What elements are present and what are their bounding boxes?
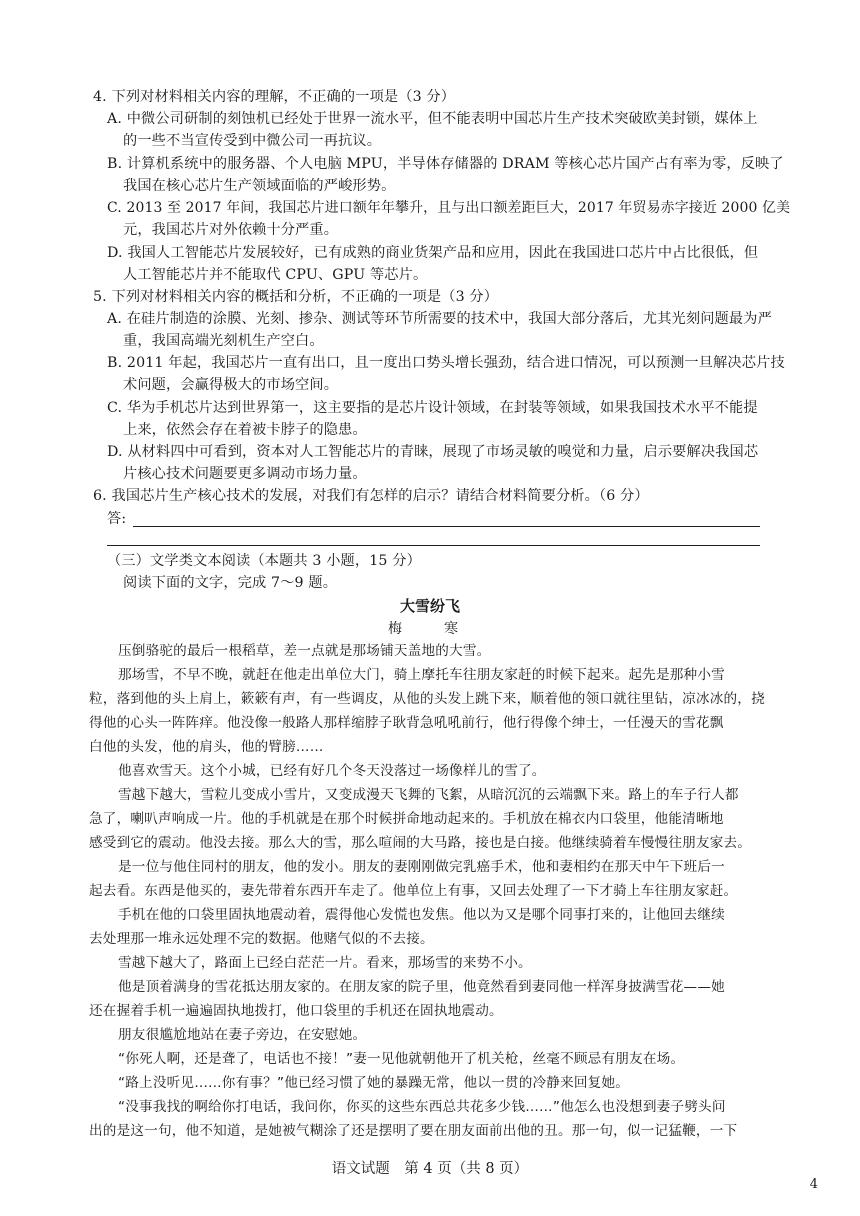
passage-line: 起去看。东西是他买的，妻先带着东西开车走了。他单位上有事，又回去处理了一下才骑上车往朋友家赶。 xyxy=(89,883,738,899)
passage-line: 去处理那一堆永远处理不完的数据。他赌气似的不去接。 xyxy=(89,931,434,947)
question-5-option-b: B. 2011 年起，我国芯片一直有出口，且一度出口势头增长强劲，结合进口情况，可以预测一旦解决芯片技 xyxy=(107,355,785,371)
passage-line: 雪越下越大，雪粒儿变成小雪片，又变成漫天飞舞的飞絮，从暗沉沉的云端飘下来。路上的车子行人都 xyxy=(118,787,739,803)
page-number: 4 xyxy=(809,1177,818,1192)
passage-line: 他是顶着满身的雪花抵达朋友家的。在朋友家的院子里，他竟然看到妻同他一样浑身披满雪花——她 xyxy=(118,979,725,995)
answer-label: 答: xyxy=(107,511,127,527)
question-6-stem: 6. 我国芯片生产核心技术的发展，对我们有怎样的启示？请结合材料简要分析。（6 分） xyxy=(93,488,649,504)
answer-line-2[interactable] xyxy=(107,545,760,546)
question-4-option-a: A. 中微公司研制的刻蚀机已经处于世界一流水平，但不能表明中国芯片生产技术突破欧美封锁，媒体上 xyxy=(107,111,758,127)
passage-line: 朋友很尴尬地站在妻子旁边，在安慰她。 xyxy=(118,1027,367,1043)
question-5-option-b-cont: 术问题，会赢得极大的市场空间。 xyxy=(123,377,339,393)
question-5-option-a: A. 在硅片制造的涂膜、光刻、掺杂、测试等环节所需要的技术中，我国大部分落后，尤其光刻问题最为严 xyxy=(107,311,772,327)
question-5-stem: 5. 下列对材料相关内容的概括和分析，不正确的一项是（3 分） xyxy=(93,289,499,305)
passage-line: 出的是这一句，他不知道，是她被气糊涂了还是摆明了要在朋友面前出他的丑。那一句，似一记猛鞭，一下 xyxy=(89,1123,738,1139)
passage-line: 那场雪，不早不晚，就赶在他走出单位大门，骑上摩托车往朋友家赶的时候下起来。起先是那种小雪 xyxy=(118,667,725,683)
passage-line: 是一位与他住同村的朋友，他的发小。朋友的妻刚刚做完乳癌手术，他和妻相约在那天中午下班后一 xyxy=(118,859,725,875)
question-5-option-c: C. 华为手机芯片达到世界第一，这主要指的是芯片设计领域，在封装等领域，如果我国技术水平不能提 xyxy=(107,400,758,416)
passage-line: 还在握着手机一遍遍固执地拨打，他口袋里的手机还在固执地震动。 xyxy=(89,1003,503,1019)
passage-line: 感受到它的震动。他没去接。那么大的雪，那么喧闹的大马路，接也是白接。他继续骑着车慢慢往朋友家去。 xyxy=(89,835,752,851)
passage-line: 雪越下越大了，路面上已经白茫茫一片。看来，那场雪的来势不小。 xyxy=(118,955,532,971)
question-4-option-c-cont: 元，我国芯片对外依赖十分严重。 xyxy=(123,222,339,238)
question-4-option-d: D. 我国人工智能芯片发展较好，已有成熟的商业货架产品和应用，因此在我国进口芯片中占比很低，但 xyxy=(107,245,759,261)
section-instruction: 阅读下面的文字，完成 7～9 题。 xyxy=(123,575,338,591)
section-heading: （三）文学类文本阅读（本题共 3 小题，15 分） xyxy=(107,553,421,569)
question-5-option-a-cont: 重，我国高端光刻机生产空白。 xyxy=(123,333,324,349)
passage-title: 大雪纷飞 xyxy=(399,597,460,615)
passage-author: 梅 寒 xyxy=(388,621,472,637)
passage-line: 压倒骆驼的最后一根稻草，差一点就是那场铺天盖地的大雪。 xyxy=(118,643,491,659)
question-4-stem: 4. 下列对材料相关内容的理解，不正确的一项是（3 分） xyxy=(93,89,456,105)
passage-line: 得他的心头一阵阵痒。他没像一般路人那样缩脖子耿背急吼吼前行，他行得像个绅士，一任漫天的雪花飘 xyxy=(89,715,724,731)
question-4-option-a-cont: 的一些不当宣传受到中微公司一再抗议。 xyxy=(123,133,382,149)
passage-line: 手机在他的口袋里固执地震动着，震得他心发慌也发焦。他以为又是哪个同事打来的，让他回去继续 xyxy=(118,907,725,923)
question-4-option-b-cont: 我国在核心芯片生产领域面临的严峻形势。 xyxy=(123,178,396,194)
passage-line: “路上没听见……你有事？”他已经习惯了她的暴躁无常，他以一贯的冷静来回复她。 xyxy=(118,1075,630,1091)
question-4-option-c: C. 2013 至 2017 年间，我国芯片进口额年年攀升，且与出口额差距巨大，2017 年贸易赤字接近 2000 亿美 xyxy=(107,200,791,216)
passage-line: “你死人啊，还是聋了，电话也不接！”妻一见他就朝他开了机关枪，丝毫不顾忌有朋友在场。 xyxy=(118,1051,685,1067)
passage-line: 他喜欢雪天。这个小城，已经有好几个冬天没落过一场像样儿的雪了。 xyxy=(118,763,546,779)
question-5-option-d-cont: 片核心技术问题要更多调动市场力量。 xyxy=(123,466,367,482)
question-4-option-d-cont: 人工智能芯片并不能取代 CPU、GPU 等芯片。 xyxy=(123,267,428,283)
passage-line: 白他的头发，他的肩头，他的臂膀…… xyxy=(89,739,324,755)
page-footer: 语文试题 第 4 页（共 8 页） xyxy=(331,1161,529,1177)
answer-line-1[interactable] xyxy=(133,526,760,527)
passage-line: “没事我找的啊给你打电话，我问你，你买的这些东西总共花多少钱……”他怎么也没想到妻子劈头问 xyxy=(118,1099,726,1115)
passage-line: 急了，喇叭声响成一片。他的手机就是在那个时候拼命地动起来的。手机放在棉衣内口袋里，他能清晰地 xyxy=(89,811,724,827)
question-5-option-d: D. 从材料四中可看到，资本对人工智能芯片的青睐，展现了市场灵敏的嗅觉和力量，启示要解决我国芯 xyxy=(107,444,759,460)
question-4-option-b: B. 计算机系统中的服务器、个人电脑 MPU，半导体存储器的 DRAM 等核心芯片国产占有率为零，反映了 xyxy=(107,156,784,172)
passage-line: 粒，落到他的头上肩上，簌簌有声，有一些调皮，从他的头发上跳下来，顺着他的领口就往里钻，凉冰冰的，挠 xyxy=(89,691,765,707)
question-5-option-c-cont: 上来，依然会存在着被卡脖子的隐患。 xyxy=(123,422,367,438)
